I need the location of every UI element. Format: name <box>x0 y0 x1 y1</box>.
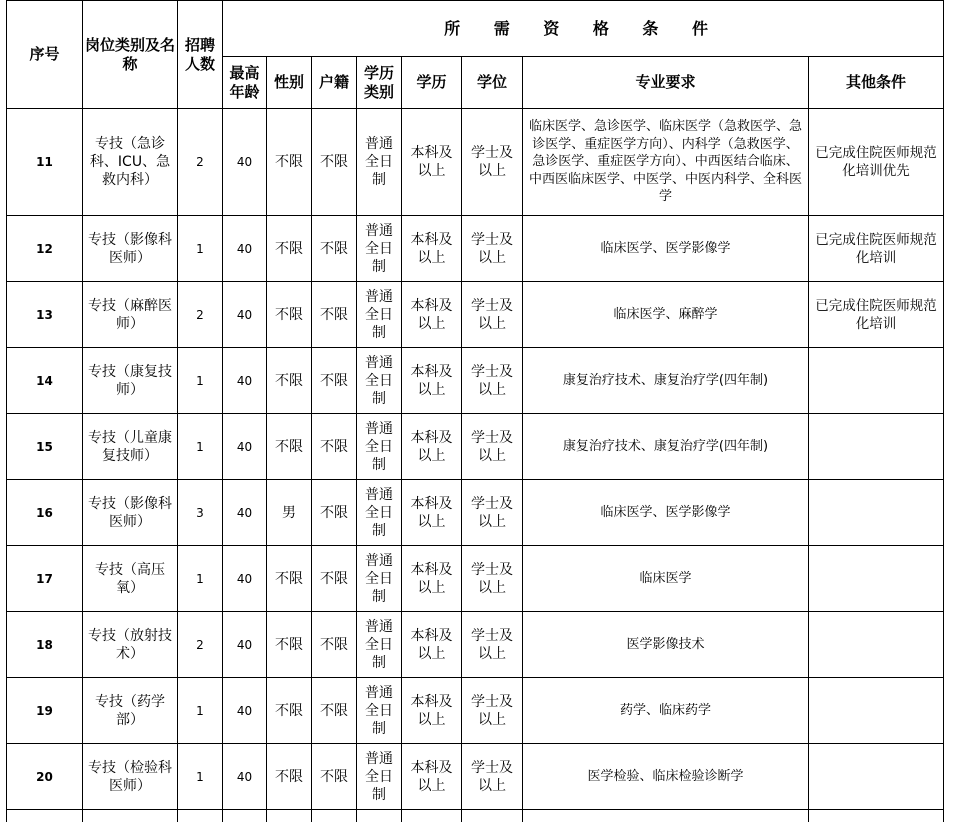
cell-count: 2 <box>178 109 223 216</box>
cell-other: 已完成住院医师规范化培训优先 <box>809 109 944 216</box>
cell-degree: 学士及以上 <box>462 612 523 678</box>
table-row <box>7 109 944 216</box>
cell-edu-type: 普通全日制 <box>357 678 402 744</box>
cell-count: 2 <box>178 612 223 678</box>
cell-hukou: 不限 <box>312 216 357 282</box>
cell-hukou: 不限 <box>312 678 357 744</box>
cell-post: 专技（放射技术） <box>83 612 178 678</box>
cell-seq: 13 <box>7 282 83 348</box>
cell-post: 专技（麻醉医师） <box>83 282 178 348</box>
cell-gender: 不限 <box>267 414 312 480</box>
cell-edu-type: 普通全日制 <box>357 216 402 282</box>
cell-degree: 学士及以上 <box>462 282 523 348</box>
cell-hukou: 不限 <box>312 109 357 216</box>
cell-degree: 学士及以上 <box>462 678 523 744</box>
header-degree: 学位 <box>462 57 523 109</box>
cell-other <box>809 612 944 678</box>
cell-age: 40 <box>223 744 267 810</box>
cell-edu-type: 普通全日制 <box>357 282 402 348</box>
cell-age: 40 <box>223 109 267 216</box>
cell-seq: 12 <box>7 216 83 282</box>
cell-seq: 19 <box>7 678 83 744</box>
cell-major: 临床医学、医学影像学 <box>523 480 809 546</box>
cell-edu: 本科及以上 <box>402 216 462 282</box>
header-edu: 学历 <box>402 57 462 109</box>
cell-empty <box>402 810 462 822</box>
cell-edu-type: 普通全日制 <box>357 348 402 414</box>
cell-seq: 11 <box>7 109 83 216</box>
cell-seq: 17 <box>7 546 83 612</box>
cell-count: 1 <box>178 216 223 282</box>
cell-age: 40 <box>223 216 267 282</box>
cell-age: 40 <box>223 678 267 744</box>
header-hukou: 户籍 <box>312 57 357 109</box>
cell-empty <box>809 810 944 822</box>
cell-post: 专技（检验科医师） <box>83 744 178 810</box>
cell-degree: 学士及以上 <box>462 480 523 546</box>
header-edu-type: 学历类别 <box>357 57 402 109</box>
cell-age: 40 <box>223 546 267 612</box>
cell-hukou: 不限 <box>312 282 357 348</box>
header-qualifications: 所 需 资 格 条 件 <box>223 1 944 57</box>
header-seq: 序号 <box>7 1 83 109</box>
cell-count: 1 <box>178 348 223 414</box>
cell-hukou: 不限 <box>312 348 357 414</box>
cell-edu-type: 普通全日制 <box>357 612 402 678</box>
cell-hukou: 不限 <box>312 480 357 546</box>
cell-count: 1 <box>178 546 223 612</box>
cell-other: 已完成住院医师规范化培训 <box>809 282 944 348</box>
cell-empty <box>312 810 357 822</box>
table-row <box>7 216 944 282</box>
cell-gender: 不限 <box>267 744 312 810</box>
cell-count: 1 <box>178 414 223 480</box>
header-post: 岗位类别及名称 <box>83 1 178 109</box>
header-age: 最高年龄 <box>223 57 267 109</box>
cell-edu: 本科及以上 <box>402 678 462 744</box>
cell-edu-type: 普通全日制 <box>357 546 402 612</box>
table-body <box>7 109 944 822</box>
cell-major: 临床医学、麻醉学 <box>523 282 809 348</box>
cell-gender: 不限 <box>267 612 312 678</box>
table-row <box>7 480 944 546</box>
cell-age: 40 <box>223 612 267 678</box>
cell-seq: 16 <box>7 480 83 546</box>
cell-gender: 不限 <box>267 348 312 414</box>
cell-degree: 学士及以上 <box>462 414 523 480</box>
cell-degree: 学士及以上 <box>462 109 523 216</box>
cell-edu: 本科及以上 <box>402 546 462 612</box>
cell-gender: 男 <box>267 480 312 546</box>
cell-edu: 本科及以上 <box>402 348 462 414</box>
cell-empty <box>83 810 178 822</box>
cell-seq: 15 <box>7 414 83 480</box>
cell-empty <box>267 810 312 822</box>
cell-hukou: 不限 <box>312 546 357 612</box>
cell-edu-type: 普通全日制 <box>357 480 402 546</box>
table-row <box>7 414 944 480</box>
cell-major: 临床医学、急诊医学、临床医学（急救医学、急诊医学、重症医学方向）、内科学（急救医学、急诊医学、重症医学方向）、中西医结合临床、中西医临床医学、中医学、中医内科学、全科医学 <box>523 109 809 216</box>
cell-other <box>809 678 944 744</box>
cell-edu: 本科及以上 <box>402 480 462 546</box>
cell-post: 专技（影像科医师） <box>83 480 178 546</box>
cell-major: 医学影像技术 <box>523 612 809 678</box>
cell-post: 专技（康复技师） <box>83 348 178 414</box>
table-row <box>7 678 944 744</box>
cell-age: 40 <box>223 414 267 480</box>
cell-empty <box>7 810 83 822</box>
cell-seq: 14 <box>7 348 83 414</box>
cell-post: 专技（高压氧） <box>83 546 178 612</box>
cell-major: 康复治疗技术、康复治疗学(四年制) <box>523 414 809 480</box>
cell-gender: 不限 <box>267 282 312 348</box>
cell-age: 40 <box>223 282 267 348</box>
cell-count: 1 <box>178 744 223 810</box>
cell-age: 40 <box>223 348 267 414</box>
cell-seq: 20 <box>7 744 83 810</box>
cell-edu: 本科及以上 <box>402 414 462 480</box>
table-header <box>7 1 944 109</box>
cell-degree: 学士及以上 <box>462 348 523 414</box>
cell-other <box>809 414 944 480</box>
header-major: 专业要求 <box>523 57 809 109</box>
table-row <box>7 612 944 678</box>
cell-hukou: 不限 <box>312 414 357 480</box>
cell-edu: 本科及以上 <box>402 282 462 348</box>
cell-empty <box>357 810 402 822</box>
cell-post: 专技（影像科医师） <box>83 216 178 282</box>
cell-edu: 本科及以上 <box>402 612 462 678</box>
cell-major: 临床医学 <box>523 546 809 612</box>
cell-degree: 学士及以上 <box>462 546 523 612</box>
cell-edu-type: 普通全日制 <box>357 109 402 216</box>
cell-hukou: 不限 <box>312 612 357 678</box>
cell-empty <box>523 810 809 822</box>
cell-count: 2 <box>178 282 223 348</box>
cell-post: 专技（药学部） <box>83 678 178 744</box>
cell-edu: 本科及以上 <box>402 109 462 216</box>
cell-empty <box>462 810 523 822</box>
table-row <box>7 348 944 414</box>
cell-empty <box>178 810 223 822</box>
header-row-1 <box>7 1 944 57</box>
header-other: 其他条件 <box>809 57 944 109</box>
cell-degree: 学士及以上 <box>462 216 523 282</box>
cell-other <box>809 348 944 414</box>
cell-major: 临床医学、医学影像学 <box>523 216 809 282</box>
cell-other <box>809 744 944 810</box>
header-gender: 性别 <box>267 57 312 109</box>
cell-hukou: 不限 <box>312 744 357 810</box>
recruitment-table <box>6 0 944 822</box>
cell-post: 专技（急诊科、ICU、急救内科） <box>83 109 178 216</box>
cell-other <box>809 480 944 546</box>
cell-gender: 不限 <box>267 546 312 612</box>
cell-post: 专技（儿童康复技师） <box>83 414 178 480</box>
cell-gender: 不限 <box>267 216 312 282</box>
cell-major: 康复治疗技术、康复治疗学(四年制) <box>523 348 809 414</box>
cell-edu: 本科及以上 <box>402 744 462 810</box>
cell-seq: 18 <box>7 612 83 678</box>
cell-degree: 学士及以上 <box>462 744 523 810</box>
cell-edu-type: 普通全日制 <box>357 744 402 810</box>
table-row-partial <box>7 810 944 822</box>
recruitment-table-container <box>6 0 943 822</box>
table-row <box>7 546 944 612</box>
cell-gender: 不限 <box>267 109 312 216</box>
table-row <box>7 744 944 810</box>
cell-empty <box>223 810 267 822</box>
cell-count: 1 <box>178 678 223 744</box>
cell-gender: 不限 <box>267 678 312 744</box>
cell-age: 40 <box>223 480 267 546</box>
cell-major: 医学检验、临床检验诊断学 <box>523 744 809 810</box>
cell-major: 药学、临床药学 <box>523 678 809 744</box>
cell-edu-type: 普通全日制 <box>357 414 402 480</box>
cell-other <box>809 546 944 612</box>
cell-count: 3 <box>178 480 223 546</box>
header-count: 招聘人数 <box>178 1 223 109</box>
cell-other: 已完成住院医师规范化培训 <box>809 216 944 282</box>
table-row <box>7 282 944 348</box>
